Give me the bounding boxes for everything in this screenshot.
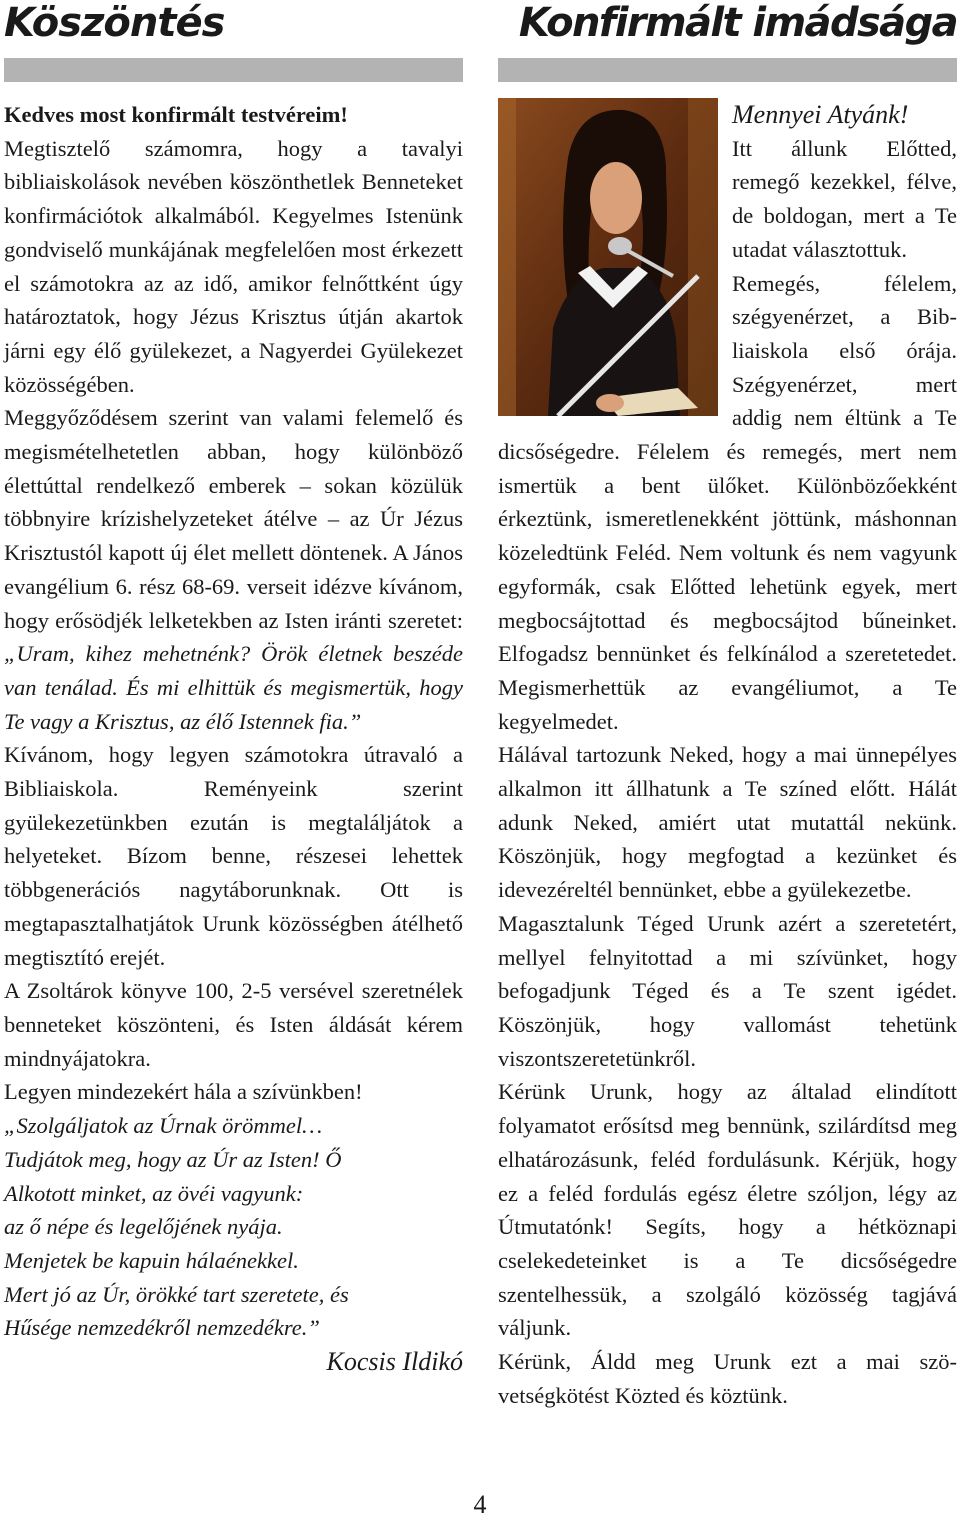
- psalm-verse-line: Menjetek be kapuin hálaénekkel.: [4, 1247, 299, 1273]
- greeting-paragraph-3: Kívánom, hogy legyen számotokra útravaló a Bibliaiskola. Reményeink szerint gyülekezetünkben ezután is megtaláljátok a helyeteket. Bízom benne, részesei lehettek többgenerációs nagytáborunknak. Ott is megtapasztalhatjátok Urunk közösségben átélhető megtisztító erejét.: [4, 742, 463, 970]
- psalm-verse-line: Alkotott minket, az övéi vagyunk:: [4, 1180, 304, 1206]
- prayer-paragraph-5: Kérünk Urunk, hogy az általad elindított folyamatot erősítsd meg bennünk, szilárdítsd meg elhatározásunk, feléd fordulásunk. Kérjük, hogy ez a feléd fordulás egész életre szóljon, légy az Útmutatónk! Segíts, hogy a hétköznapi cselekedeteinket is a Te dicsőségedre szentelhessük, a szolgáló közösség tagjává váljunk.: [498, 1079, 957, 1341]
- prayer-paragraph-6: Kérünk, Áldd meg Urunk ezt a mai szövetségkötést Közted és köztünk.: [498, 1349, 957, 1408]
- psalm-verse-line: az ő népe és legelőjének nyája.: [4, 1214, 283, 1240]
- speaker-photo: [498, 98, 718, 416]
- author-signature: Kocsis Ildikó: [326, 1347, 463, 1377]
- greeting-paragraph-4: A Zsoltárok könyve 100, 2-5 versével szeretnélek benneteket köszönteni, és Isten áldását kérem mindnyájatokra.: [4, 978, 463, 1071]
- prayer-paragraph-1: Itt állunk Előtted, remegő kezekkel, félve, de boldogan, mert a Te utadat választottuk.: [732, 135, 957, 262]
- prayer-paragraph-4: Magasztalunk Téged Urunk azért a szeretetért, mellyel felnyitottad a mi szívünket, hogy befogadjunk Téged és a Te szent igédet. Köszönjük, hogy vallomást tehetünk viszontszeretetünkről.: [498, 910, 957, 1071]
- greeting-heading: Köszöntés: [4, 0, 225, 46]
- psalm-verses: [4, 1109, 463, 1345]
- greeting-paragraph-1: Megtisztelő számomra, hogy a tavalyi bibliaiskolások nevében köszönthetlek Benneteket konfirmációtok alkalmából. Kegyelmes Istenünk gondviselő munkájának megfelelően most érkezett el számotokra az az idő, amikor felnőttként úgy határoztatok, hogy Jézus Krisztus útján akartok járni egy élő gyülekezet, a Nagyerdei Gyülekezet közösségében.: [4, 135, 463, 397]
- woman-at-microphone-illustration: [498, 98, 718, 416]
- greeting-salutation: Kedves most konfirmált testvéreim!: [4, 102, 348, 127]
- greeting-column: [4, 0, 463, 1379]
- prayer-body: [498, 98, 957, 1412]
- psalm-verse-line: Hűsége nemzedékről nemzedékre.”: [4, 1315, 320, 1341]
- prayer-paragraph-3: Hálával tartozunk Neked, hogy a mai ünnepélyes alkalmon itt állhatunk a Te színed előtt. Hálát adunk Neked, amiért utat mutattál nekünk. Köszönjük, hogy megfogtad a kezünket és idevezéreltél bennünket, ebbe a gyülekezetbe.: [498, 742, 957, 903]
- psalm-verse-line: „Szolgáljatok az Úrnak örömmel…: [4, 1113, 323, 1139]
- psalm-verse-line: Tudjátok meg, hogy az Úr az Isten! Ő: [4, 1146, 342, 1172]
- greeting-paragraph-2: [4, 401, 463, 738]
- greeting-body: [4, 98, 463, 1379]
- john-quote: „Uram, kihez mehetnénk? Örök életnek beszéde van tenálad. És mi elhittük és megismertük, hogy Te vagy a Krisztus, az élő Istennek fia.”: [4, 641, 463, 734]
- psalm-verse-line: Mert jó az Úr, örökké tart szeretete, és: [4, 1281, 349, 1307]
- greeting-paragraph-2-text: Meggyőződésem szerint van valami felemelő és megismételhetetlen abban, hogy különböző élettúttal rendelkező emberek – sokan közülük többnyire krízishelyzeteket átélve – az Úr Jézus Krisztustól kapott új élet mellett döntenek. A János evangélium 6. rész 68-69. verseit idézve kívánom, hogy erősödjék lelketekben az Isten iránti szeretet:: [4, 405, 463, 633]
- page-number: 4: [473, 1490, 487, 1519]
- prayer-paragraph-2: Remegés, félelem, szégyenérzet, a Bibliaiskola első órája. Szégyenérzet, mert addig nem éltünk a Te dicsőségedre. Félelem és remegés, mert nem ismertük a bent ülőket. Különbözőekként érkeztünk, ismeretlenekként jöttünk, máshonnan közeledtünk Feléd. Nem voltunk és nem vagyunk egyformák, csak Előtted lehetünk egyek, mert megbocsájtottad és megbocsájtod bűneinket. Elfogadsz bennünket és felkínálod a szeretetedet. Megismerhettük az evangéliumot, a Te kegyelmedet.: [498, 270, 957, 734]
- prayer-address: Mennyei Atyánk!: [732, 100, 909, 129]
- prayer-column: [498, 0, 957, 1412]
- greeting-paragraph-5: Legyen mindezekért hála a szívünkben!: [4, 1079, 363, 1105]
- prayer-heading-rule: [498, 58, 957, 82]
- greeting-heading-rule: [4, 58, 463, 82]
- prayer-heading: Konfirmált imádsága: [518, 0, 957, 46]
